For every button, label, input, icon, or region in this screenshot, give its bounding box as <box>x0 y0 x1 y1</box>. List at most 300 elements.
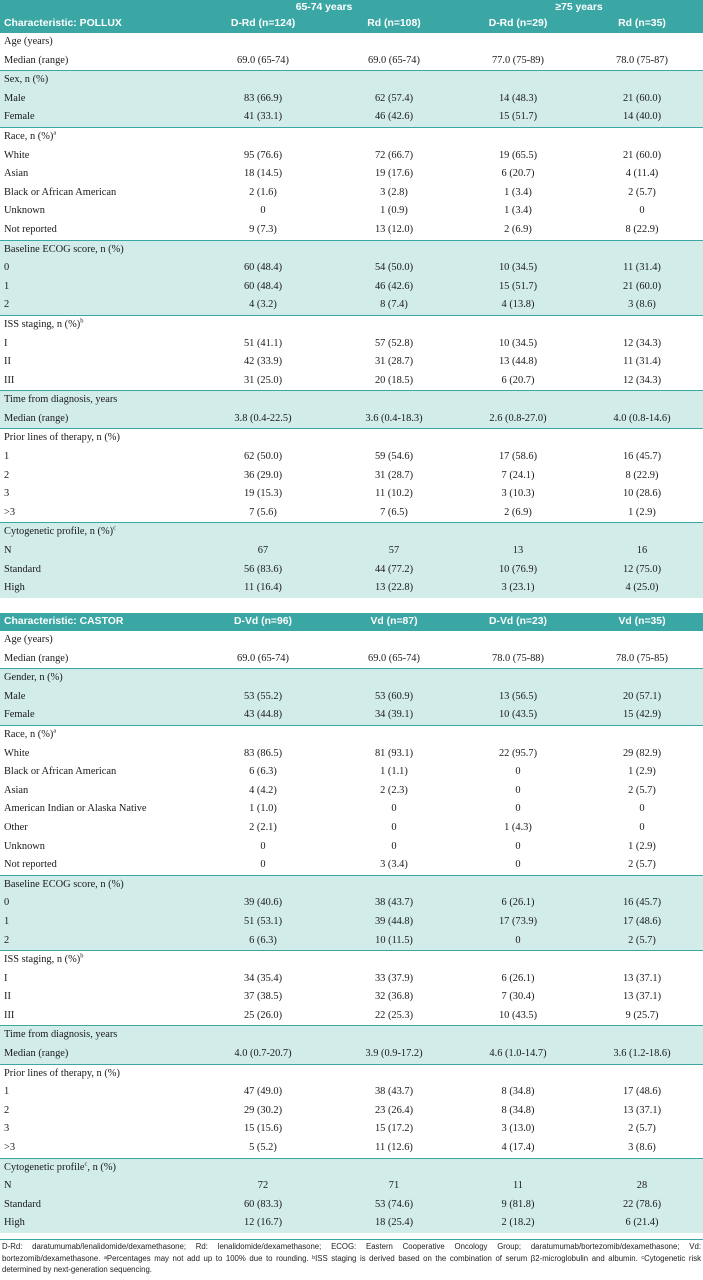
castor-category-row <box>0 1026 703 1045</box>
castor-data-row <box>0 970 703 989</box>
pollux-data-row <box>0 184 703 203</box>
value-cell: 60 (83.3) <box>193 1196 333 1215</box>
value-cell: 53 (60.9) <box>333 688 455 707</box>
value-cell: 0 <box>639 821 645 833</box>
row-label: Other <box>4 821 28 833</box>
castor-data-row <box>0 688 703 707</box>
value-cell: 60 (48.4) <box>193 259 333 278</box>
row-label: 1 <box>4 451 10 463</box>
value-cell: 8 (22.9) <box>625 469 659 481</box>
value-cell: 10 (34.5) <box>498 337 538 349</box>
row-label: Male <box>0 688 193 707</box>
value-cell: 2 (5.7) <box>581 932 703 951</box>
value-cell: 2 (2.1) <box>249 821 277 833</box>
value-cell: 20 (57.1) <box>581 688 703 707</box>
row-label: Standard <box>0 561 193 580</box>
value-cell: 4 (4.2) <box>249 784 277 796</box>
row-label: N <box>0 1177 193 1196</box>
row-label: Standard <box>0 1196 193 1215</box>
value-cell: 1 (3.4) <box>504 205 532 217</box>
value-cell: 9 (25.7) <box>625 1009 659 1021</box>
value-cell: 3 (8.6) <box>628 1142 656 1154</box>
value-cell: 13 <box>455 542 581 561</box>
value-cell: 8 (22.9) <box>625 223 659 235</box>
value-cell: 42 (33.9) <box>243 356 283 368</box>
castor-column-header-row <box>0 613 703 631</box>
value-cell: 18 (25.4) <box>333 1214 455 1233</box>
pollux-col-3: D-Rd (n=29) <box>455 15 581 33</box>
pollux-category-label <box>0 523 703 542</box>
castor-data-row <box>0 913 703 932</box>
value-cell: 4 (3.2) <box>193 296 333 315</box>
value-cell: 16 <box>581 542 703 561</box>
value-cell: 47 (49.0) <box>243 1086 283 1098</box>
row-label: Unknown <box>4 840 45 852</box>
value-cell: 46 (42.6) <box>333 108 455 127</box>
row-label: 2 <box>4 1104 10 1116</box>
value-cell: 95 (76.6) <box>243 149 283 161</box>
pollux-data-row <box>0 467 703 486</box>
value-cell: 6 (20.7) <box>501 168 535 180</box>
pollux-category-row <box>0 523 703 542</box>
value-cell: 1 (1.1) <box>380 766 408 778</box>
value-cell: 3 (2.8) <box>380 186 408 198</box>
pollux-data-row <box>0 353 703 372</box>
value-cell: 11 (31.4) <box>581 259 703 278</box>
row-label: >3 <box>4 506 16 518</box>
footnote-marker: b <box>80 952 84 960</box>
value-cell: 5 (5.2) <box>249 1142 277 1154</box>
castor-data-row <box>0 782 703 801</box>
value-cell: 3 (3.4) <box>380 859 408 871</box>
value-cell: 46 (42.6) <box>333 278 455 297</box>
pollux-data-row <box>0 296 703 315</box>
value-cell: 0 <box>515 840 521 852</box>
value-cell: 0 <box>639 205 645 217</box>
value-cell: 13 (12.0) <box>374 223 414 235</box>
value-cell: 57 <box>333 542 455 561</box>
castor-data-row <box>0 988 703 1007</box>
row-label: Not reported <box>4 223 57 235</box>
pollux-data-row <box>0 147 703 166</box>
value-cell: 67 <box>193 542 333 561</box>
row-label: Median (range) <box>4 652 69 664</box>
castor-table <box>0 613 703 1233</box>
pollux-category-row <box>0 315 703 334</box>
pollux-category-row <box>0 240 703 259</box>
pollux-data-row <box>0 108 703 127</box>
value-cell: 9 (81.8) <box>455 1196 581 1215</box>
castor-col-1: D-Vd (n=96) <box>193 613 333 631</box>
pollux-data-row <box>0 165 703 184</box>
value-cell: 59 (54.6) <box>374 451 414 463</box>
value-cell: 15 (15.6) <box>243 1123 283 1135</box>
value-cell: 10 (28.6) <box>622 488 662 500</box>
pollux-category-label <box>0 240 703 259</box>
row-label: Female <box>0 706 193 725</box>
value-cell: 3.9 (0.9-17.2) <box>333 1045 455 1064</box>
row-label: High <box>0 1214 193 1233</box>
castor-data-row <box>0 838 703 857</box>
value-cell: 1 (1.0) <box>249 803 277 815</box>
value-cell: 1 (2.9) <box>628 766 656 778</box>
row-label: III <box>4 1009 15 1021</box>
footnote-marker: a <box>53 129 57 137</box>
value-cell: 13 (22.8) <box>333 579 455 598</box>
value-cell: 17 (48.6) <box>622 1086 662 1098</box>
castor-data-row <box>0 1196 703 1215</box>
castor-category-row <box>0 725 703 744</box>
category-text: Race, n (%) <box>4 728 54 740</box>
value-cell: 0 <box>455 932 581 951</box>
category-text: Cytogenetic profile <box>4 1161 85 1173</box>
category-text: Time from diagnosis, years <box>4 1029 118 1041</box>
value-cell: 15 (51.7) <box>455 278 581 297</box>
pollux-category-row <box>0 127 703 146</box>
value-cell: 12 (34.3) <box>622 374 662 386</box>
value-cell: 71 <box>333 1177 455 1196</box>
castor-title: Characteristic: CASTOR <box>0 613 193 631</box>
category-text: Prior lines of therapy, n (%) <box>4 432 120 444</box>
category-text: ISS staging, n (%) <box>4 318 81 330</box>
castor-data-row <box>0 706 703 725</box>
value-cell: 28 <box>581 1177 703 1196</box>
value-cell: 2 (5.7) <box>628 784 656 796</box>
value-cell: 0 <box>515 784 521 796</box>
value-cell: 34 (39.1) <box>333 706 455 725</box>
pollux-data-row <box>0 278 703 297</box>
value-cell: 2.6 (0.8-27.0) <box>455 410 581 429</box>
row-label: Median (range) <box>0 1045 193 1064</box>
pollux-category-row <box>0 33 703 52</box>
value-cell: 2 (5.7) <box>628 186 656 198</box>
value-cell: 6 (26.1) <box>455 894 581 913</box>
pollux-data-row <box>0 561 703 580</box>
value-cell: 57 (52.8) <box>374 337 414 349</box>
value-cell: 8 (7.4) <box>333 296 455 315</box>
pollux-data-row <box>0 485 703 504</box>
value-cell: 4.0 (0.7-20.7) <box>193 1045 333 1064</box>
castor-data-row <box>0 745 703 764</box>
value-cell: 0 <box>391 821 397 833</box>
value-cell: 11 (31.4) <box>623 356 661 368</box>
value-cell: 13 (44.8) <box>498 356 538 368</box>
castor-data-row <box>0 856 703 875</box>
category-text: Cytogenetic profile, n (%) <box>4 526 114 538</box>
value-cell: 62 (57.4) <box>333 90 455 109</box>
row-label: White <box>4 747 30 759</box>
footnote-divider <box>0 1239 703 1240</box>
castor-category-row <box>0 1158 703 1177</box>
value-cell: 2 (2.3) <box>380 784 408 796</box>
value-cell: 19 (17.6) <box>374 168 414 180</box>
row-label: III <box>4 374 15 386</box>
row-label: I <box>4 337 8 349</box>
value-cell: 12 (75.0) <box>581 561 703 580</box>
pollux-data-row <box>0 579 703 598</box>
value-cell: 83 (66.9) <box>193 90 333 109</box>
pollux-data-row <box>0 448 703 467</box>
value-cell: 0 <box>391 840 397 852</box>
row-label: 2 <box>0 296 193 315</box>
row-label: Median (range) <box>4 54 69 66</box>
pollux-data-row <box>0 410 703 429</box>
category-text: Baseline ECOG score, n (%) <box>4 878 124 890</box>
pollux-data-row <box>0 372 703 391</box>
pollux-data-row <box>0 335 703 354</box>
row-label: 1 <box>0 278 193 297</box>
value-cell: 6 (21.4) <box>581 1214 703 1233</box>
value-cell: 3 (23.1) <box>455 579 581 598</box>
value-cell: 4 (17.4) <box>501 1142 535 1154</box>
category-text: Baseline ECOG score, n (%) <box>4 243 124 255</box>
value-cell: 0 <box>515 766 521 778</box>
castor-category-row <box>0 951 703 970</box>
row-label: American Indian or Alaska Native <box>4 803 147 815</box>
value-cell: 0 <box>639 803 645 815</box>
value-cell: 21 (60.0) <box>581 278 703 297</box>
value-cell: 17 (48.6) <box>581 913 703 932</box>
footnote-marker: c <box>84 1160 88 1168</box>
value-cell: 16 (45.7) <box>622 451 662 463</box>
pollux-title: Characteristic: POLLUX <box>0 15 193 33</box>
value-cell: 34 (35.4) <box>243 972 283 984</box>
value-cell: 7 (30.4) <box>501 991 535 1003</box>
castor-category-row <box>0 875 703 894</box>
value-cell: 36 (29.0) <box>243 469 283 481</box>
value-cell: 6 (6.3) <box>249 766 277 778</box>
value-cell: 10 (34.5) <box>455 259 581 278</box>
value-cell: 69.0 (65-74) <box>237 652 289 664</box>
row-label: 0 <box>0 259 193 278</box>
value-cell: 2 (18.2) <box>455 1214 581 1233</box>
castor-col-4: Vd (n=35) <box>581 613 703 631</box>
category-suffix: , n (%) <box>87 1161 116 1173</box>
row-label: >3 <box>4 1142 16 1154</box>
age-group-header-row <box>0 0 703 15</box>
castor-data-row <box>0 800 703 819</box>
value-cell: 12 (34.3) <box>622 337 662 349</box>
value-cell: 13 (37.1) <box>622 1104 662 1116</box>
value-cell: 77.0 (75-89) <box>492 54 544 66</box>
pollux-data-row <box>0 542 703 561</box>
pollux-category-label <box>0 315 703 334</box>
value-cell: 2 (5.7) <box>628 1123 656 1135</box>
value-cell: 1 (2.9) <box>628 506 656 518</box>
value-cell: 19 (15.3) <box>243 488 283 500</box>
value-cell: 38 (43.7) <box>374 1086 414 1098</box>
castor-data-row <box>0 1083 703 1102</box>
value-cell: 3 (13.0) <box>501 1123 535 1135</box>
castor-category-label <box>0 631 703 650</box>
value-cell: 3.8 (0.4-22.5) <box>193 410 333 429</box>
category-text: ISS staging, n (%) <box>4 954 81 966</box>
pollux-category-label <box>0 429 703 448</box>
castor-category-label <box>0 1064 703 1083</box>
row-label: 3 <box>4 1123 10 1135</box>
castor-col-3: D-Vd (n=23) <box>455 613 581 631</box>
footnote-marker: c <box>113 524 116 532</box>
row-label: 3 <box>4 488 10 500</box>
value-cell: 0 <box>260 205 266 217</box>
value-cell: 4.6 (1.0-14.7) <box>455 1045 581 1064</box>
row-label: Black or African American <box>4 186 117 198</box>
pollux-column-header-row <box>0 15 703 33</box>
pollux-data-row <box>0 259 703 278</box>
value-cell: 53 (74.6) <box>333 1196 455 1215</box>
value-cell: 20 (18.5) <box>374 374 414 386</box>
value-cell: 31 (28.7) <box>374 356 414 368</box>
pollux-category-row <box>0 71 703 90</box>
row-label: 2 <box>0 932 193 951</box>
row-label: Black or African American <box>4 766 117 778</box>
value-cell: 29 (82.9) <box>622 747 662 759</box>
castor-data-row <box>0 1045 703 1064</box>
value-cell: 2 (6.9) <box>504 506 532 518</box>
value-cell: 78.0 (75-85) <box>616 652 668 664</box>
value-cell: 17 (73.9) <box>455 913 581 932</box>
pollux-category-label <box>0 71 703 90</box>
category-text: Age (years) <box>4 36 53 47</box>
value-cell: 72 (66.7) <box>374 149 414 161</box>
value-cell: 0 <box>515 803 521 815</box>
castor-category-label <box>0 875 703 894</box>
value-cell: 10 (43.5) <box>498 1009 538 1021</box>
value-cell: 29 (30.2) <box>243 1104 283 1116</box>
castor-category-label <box>0 951 703 970</box>
value-cell: 1 (2.9) <box>628 840 656 852</box>
pollux-category-label <box>0 127 703 146</box>
value-cell: 1 (4.3) <box>504 821 532 833</box>
pollux-data-row <box>0 202 703 221</box>
value-cell: 41 (33.1) <box>193 108 333 127</box>
value-cell: 69.0 (65-74) <box>368 54 420 66</box>
category-text: Race, n (%) <box>4 130 54 142</box>
age-group-65-74: 65-74 years <box>193 0 455 15</box>
value-cell: 31 (25.0) <box>243 374 283 386</box>
value-cell: 0 <box>260 859 266 871</box>
value-cell: 11 (12.6) <box>375 1142 413 1154</box>
value-cell: 56 (83.6) <box>193 561 333 580</box>
castor-data-row <box>0 1102 703 1121</box>
value-cell: 39 (40.6) <box>193 894 333 913</box>
value-cell: 11 <box>455 1177 581 1196</box>
castor-col-2: Vd (n=87) <box>333 613 455 631</box>
row-label: Male <box>0 90 193 109</box>
value-cell: 7 (24.1) <box>501 469 535 481</box>
value-cell: 7 (5.6) <box>249 506 277 518</box>
value-cell: 19 (65.5) <box>498 149 538 161</box>
category-text: Sex, n (%) <box>4 74 49 86</box>
value-cell: 33 (37.9) <box>374 972 414 984</box>
value-cell: 0 <box>391 803 397 815</box>
value-cell: 22 (25.3) <box>374 1009 414 1021</box>
value-cell: 6 (26.1) <box>501 972 535 984</box>
value-cell: 10 (76.9) <box>455 561 581 580</box>
pollux-table <box>0 0 703 598</box>
castor-data-row <box>0 650 703 669</box>
pollux-data-row <box>0 504 703 523</box>
value-cell: 8 (34.8) <box>501 1104 535 1116</box>
category-text: Time from diagnosis, years <box>4 394 118 406</box>
castor-category-row <box>0 1064 703 1083</box>
value-cell: 38 (43.7) <box>333 894 455 913</box>
value-cell: 11 (16.4) <box>193 579 333 598</box>
castor-category-label <box>0 1158 703 1177</box>
value-cell: 78.0 (75-87) <box>616 54 668 66</box>
value-cell: 1 (3.4) <box>504 186 532 198</box>
value-cell: 4 (13.8) <box>455 296 581 315</box>
castor-data-row <box>0 763 703 782</box>
row-label: Median (range) <box>0 410 193 429</box>
value-cell: 6 (6.3) <box>193 932 333 951</box>
value-cell: 31 (28.7) <box>374 469 414 481</box>
row-label: 1 <box>0 913 193 932</box>
value-cell: 21 (60.0) <box>622 149 662 161</box>
row-label: I <box>4 972 8 984</box>
value-cell: 81 (93.1) <box>374 747 414 759</box>
value-cell: 23 (26.4) <box>374 1104 414 1116</box>
value-cell: 43 (44.8) <box>193 706 333 725</box>
value-cell: 8 (34.8) <box>501 1086 535 1098</box>
value-cell: 7 (6.5) <box>380 506 408 518</box>
category-text: Gender, n (%) <box>4 672 63 684</box>
value-cell: 39 (44.8) <box>333 913 455 932</box>
row-label: 2 <box>4 469 10 481</box>
row-label: 0 <box>0 894 193 913</box>
value-cell: 4.0 (0.8-14.6) <box>581 410 703 429</box>
value-cell: 13 (37.1) <box>622 972 662 984</box>
value-cell: 72 <box>193 1177 333 1196</box>
castor-data-row <box>0 1007 703 1026</box>
value-cell: 2 (1.6) <box>249 186 277 198</box>
value-cell: 22 (78.6) <box>581 1196 703 1215</box>
row-label: II <box>4 356 11 368</box>
row-label: Not reported <box>4 859 57 871</box>
row-label: N <box>0 542 193 561</box>
value-cell: 16 (45.7) <box>581 894 703 913</box>
value-cell: 2 (5.7) <box>628 859 656 871</box>
castor-data-row <box>0 1177 703 1196</box>
row-label: High <box>0 579 193 598</box>
value-cell: 54 (50.0) <box>333 259 455 278</box>
pollux-col-1: D-Rd (n=124) <box>193 15 333 33</box>
row-label: Female <box>0 108 193 127</box>
footnote-marker: a <box>53 727 57 735</box>
castor-category-label <box>0 669 703 688</box>
age-group-75-plus: ≥75 years <box>455 0 703 15</box>
value-cell: 15 (42.9) <box>581 706 703 725</box>
value-cell: 44 (77.2) <box>333 561 455 580</box>
value-cell: 14 (48.3) <box>455 90 581 109</box>
row-label: Unknown <box>4 205 45 217</box>
value-cell: 11 (10.2) <box>375 488 413 500</box>
row-label: II <box>4 991 11 1003</box>
pollux-category-label <box>0 391 703 410</box>
value-cell: 37 (38.5) <box>243 991 283 1003</box>
castor-category-row <box>0 631 703 650</box>
pollux-data-row <box>0 221 703 240</box>
pollux-col-2: Rd (n=108) <box>333 15 455 33</box>
castor-data-row <box>0 932 703 951</box>
value-cell: 15 (17.2) <box>374 1123 414 1135</box>
castor-category-label <box>0 1026 703 1045</box>
footnote-marker: b <box>80 317 84 325</box>
castor-data-row <box>0 894 703 913</box>
row-label: 1 <box>4 1086 10 1098</box>
value-cell: 3 (10.3) <box>501 488 535 500</box>
value-cell: 53 (55.2) <box>193 688 333 707</box>
